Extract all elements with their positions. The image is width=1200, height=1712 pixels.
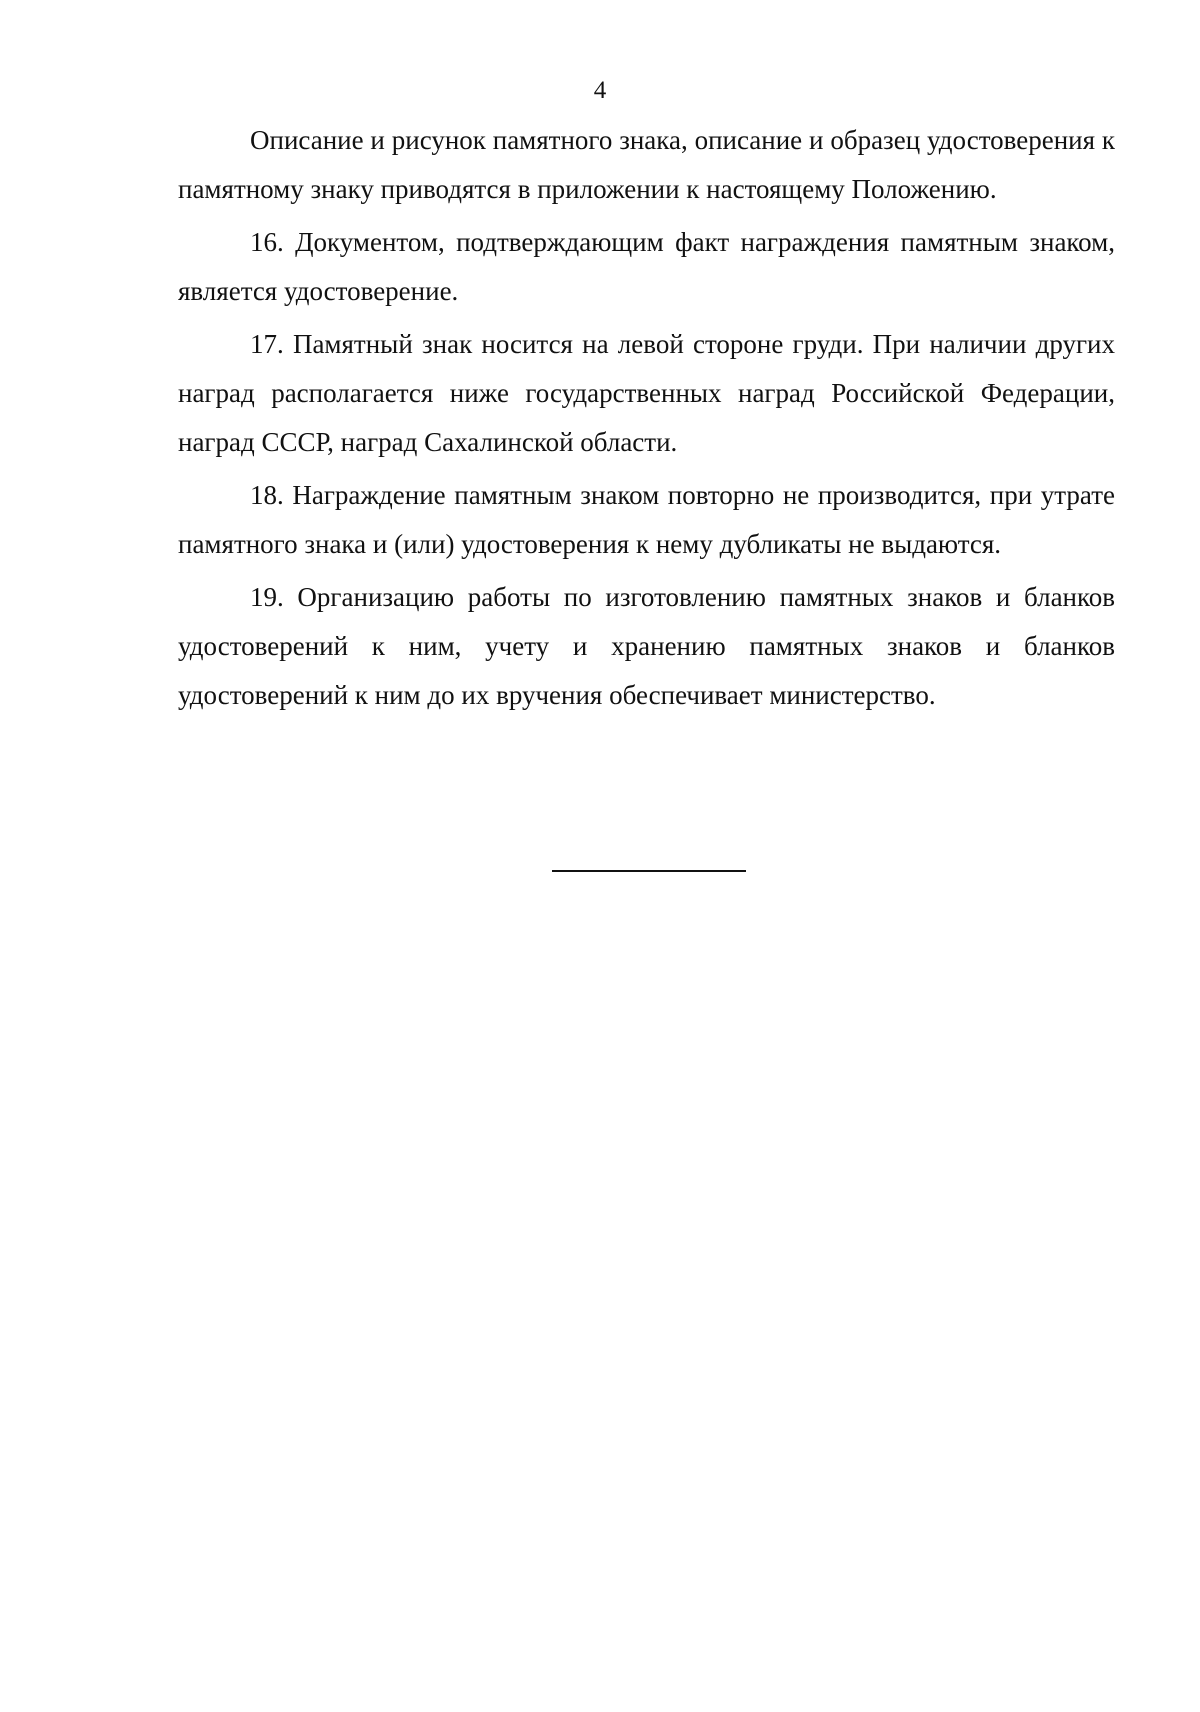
- paragraph-16: 16. Документом, подтверждающим факт награждения памятным знаком, является удостоверение.: [178, 227, 1115, 306]
- paragraph-description: Описание и рисунок памятного знака, описание и образец удостоверения к памятному знаку приводятся в приложении к настоящему Положению.: [178, 125, 1115, 204]
- paragraph-17: 17. Памятный знак носится на левой стороне груди. При наличии других наград располагается ниже государственных наград Российской Федерации, наград СССР, наград Сахалинской области.: [178, 329, 1115, 457]
- paragraph-19: 19. Организацию работы по изготовлению памятных знаков и бланков удостоверений к ним, учету и хранению памятных знаков и бланков удостоверений к ним до их вручения обеспечивает министерство.: [178, 582, 1115, 710]
- document-body: [178, 116, 1115, 724]
- end-divider-line: [552, 870, 746, 872]
- paragraph-18: 18. Награждение памятным знаком повторно не производится, при утрате памятного знака и (или) удостоверения к нему дубликаты не выдаются.: [178, 480, 1115, 559]
- page-number: 4: [593, 77, 607, 104]
